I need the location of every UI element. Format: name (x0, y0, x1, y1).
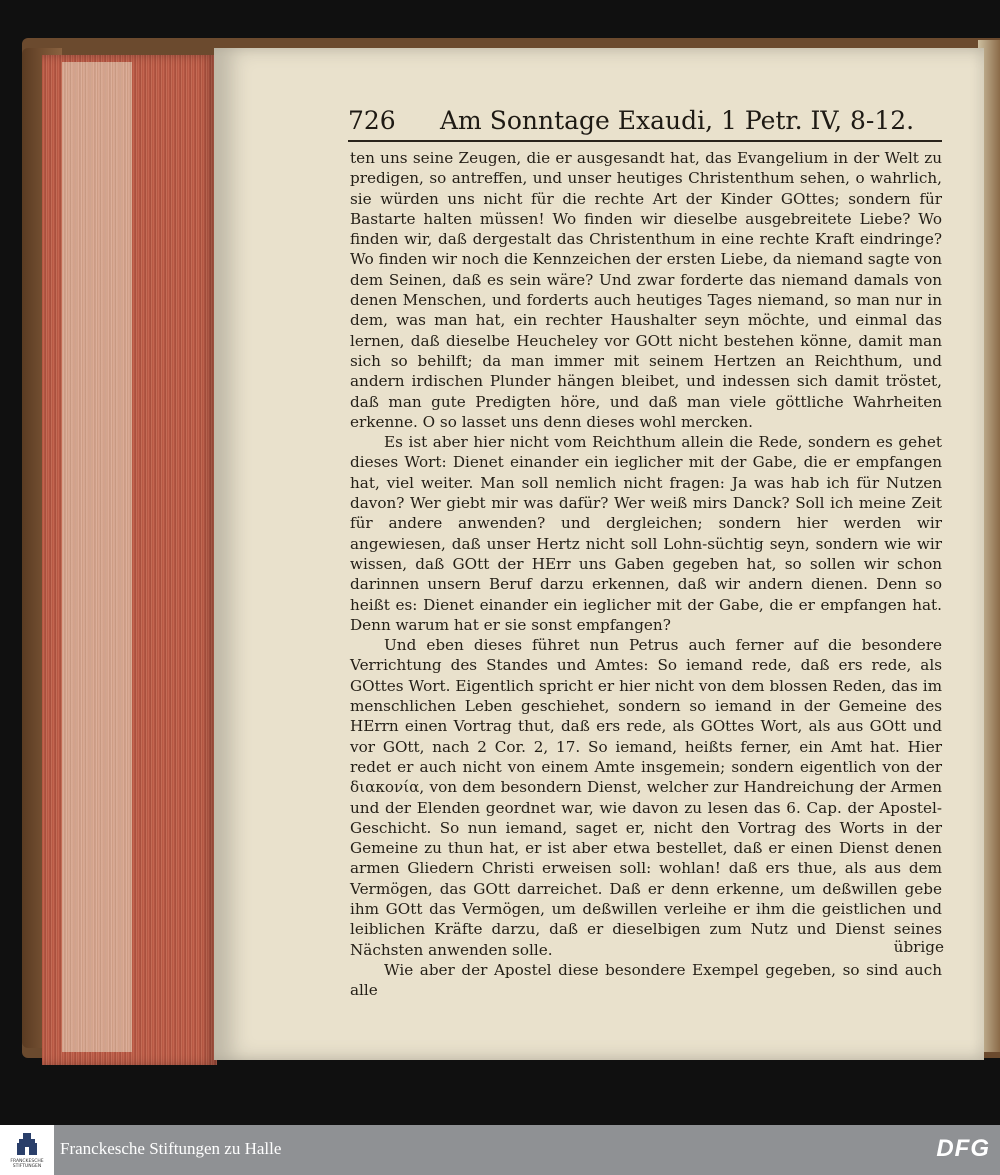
page-header (348, 106, 948, 138)
paragraph-2: Es ist aber hier nicht vom Reichthum allein die Rede, sondern es gehet dieses Wort: Dienet einander ein ieglicher mit der Gabe, die er empfangen hat, viel weiter. Man soll nemlich nicht fragen: Ja was hab ich für Nutzen davon? Wer giebt mir was dafür? Wer weiß mirs Danck? Soll ich meine Zeit für andere anwenden? und dergleichen; sondern hier werden wir angewiesen, daß unser Hertz nicht soll Lohn-süchtig seyn, sondern wie wir wissen, daß GOtt der HErr uns Gaben gegeben hat, so sollen wir schon darinnen unsern Beruf darzu erkennen, daß wir andern dienen. Denn so heißt es: Dienet einander ein ieglicher mit der Gabe, die er empfangen hat. Denn warum hat er sie sonst empfangen? (350, 433, 942, 634)
institution-name[interactable]: Franckesche Stiftungen zu Halle (60, 1139, 282, 1158)
paragraph-1: ten uns seine Zeugen, die er ausgesandt hat, das Evangelium in der Welt zu predigen, so antreffen, und unser heutiges Christenthum sehen, o wahrlich, sie würden uns nicht für die rechte Art der Kinder GOttes; sondern für Bastarte halten müssen! Wo finden wir dieselbe ausgebreitete Liebe? Wo finden wir, daß dergestalt das Christenthum in eine rechte Kraft eindringe? Wo finden wir noch die Kennzeichen der ersten Liebe, da niemand sagte von dem Seinen, daß es sein wäre? Und zwar forderte das niemand damals von denen Menschen, und forderts auch heutiges Tages niemand, so man nur in dem, was man hat, ein rechter Haushalter seyn möchte, und einmal das lernen, daß dieselbe Heucheley vor GOtt nicht bestehen könne, damit man sich so behilft; da man immer mit seinem Hertzen an Reichthum, und andern irdischen Plunder hängen bleibet, und indessen sich damit tröstet, daß man gute Predigten höre, und daß man viele göttliche Wahrheiten erkenne. O so lasset uns denn dieses wohl mercken. (350, 149, 942, 431)
dfg-logo[interactable]: DFG (936, 1135, 990, 1162)
franckesche-logo-icon (14, 1131, 40, 1157)
running-title: Am Sonntage Exaudi, 1 Petr. IV, 8-12. (440, 106, 915, 135)
paragraph-3: Und eben dieses führet nun Petrus auch ferner auf die besondere Verrichtung des Standes und Amtes: So iemand rede, daß ers rede, als GOttes Wort. Eigentlich spricht er hier nicht von dem blossen Reden, das im menschlichen Leben geschiehet, sondern so iemand in der Gemeine des HErrn einen Vortrag thut, daß ers rede, als GOttes Wort, als aus GOtt und vor GOtt, nach 2 Cor. 2, 17. So iemand, heißts ferner, ein Amt hat. Hier redet er auch nicht von einem Amte insgemein; sondern eigentlich von der διακονία, von dem besondern Dienst, welcher zur Handreichung der Armen und der Elenden geordnet war, wie davon zu lesen das 6. Cap. der Apostel-Geschicht. So nun iemand, saget er, nicht den Vortrag des Worts in der Gemeine zu thun hat, er ist aber etwa bestellet, daß er einen Dienst denen armen Gliedern Christi erweisen soll: wohlan! daß ers thue, als aus dem Vermögen, das GOtt darreichet. Daß er denn erkenne, um deßwillen gebe ihm GOtt das Vermögen, um deßwillen verleihe er ihm die geistlichen und leiblichen Kräfte darzu, daß er dieselbigen zum Nutz und Dienst seines Nächsten anwenden solle. (350, 636, 942, 959)
book-page (214, 48, 984, 1060)
body-text (350, 148, 942, 1000)
header-rule (348, 140, 942, 142)
institution-logo[interactable] (0, 1125, 54, 1175)
paragraph-4: Wie aber der Apostel diese besondere Exempel gegeben, so sind auch alle (350, 960, 942, 1000)
page-edges-highlight (62, 62, 132, 1052)
logo-text: FRANCKESCHE STIFTUNGEN (10, 1159, 44, 1169)
page-number: 726 (348, 106, 396, 135)
catchword: übrige (893, 938, 944, 956)
footer-bar (0, 1125, 1000, 1175)
